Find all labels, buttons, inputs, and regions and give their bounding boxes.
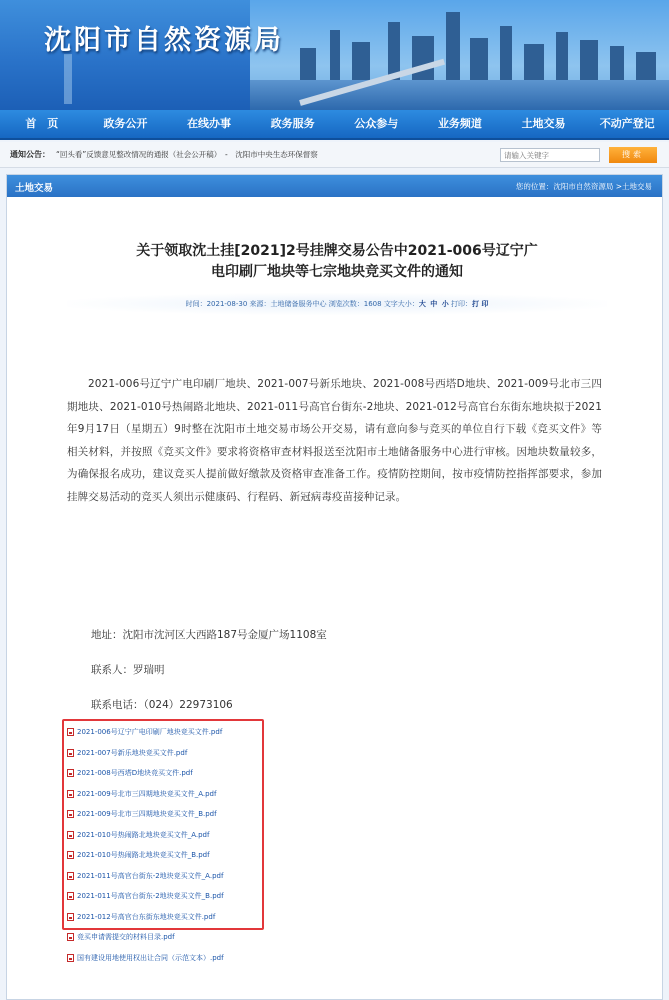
- attachment-link[interactable]: [67, 930, 175, 944]
- attachment-link[interactable]: [67, 787, 216, 801]
- contact-person: 联系人：罗瑞明: [91, 664, 165, 676]
- nav-item-gov-services[interactable]: 政务服务: [270, 117, 315, 130]
- notice-marquee-link[interactable]: “回头看”反馈意见整改情况的通报（社会公开稿） - 沈阳市中央生态环保督察: [56, 150, 318, 159]
- attachment-filename[interactable]: 2021-007号新乐地块竞买文件.pdf: [77, 748, 188, 757]
- pdf-icon: [67, 872, 74, 880]
- attachment-link[interactable]: [67, 807, 217, 821]
- skyline-building: [524, 44, 544, 82]
- meta-font-size-label: 文字大小：: [383, 300, 419, 308]
- attachment-filename[interactable]: 2021-011号高官台街东-2地块竞买文件_A.pdf: [77, 871, 224, 880]
- notice-bar: [0, 142, 669, 168]
- pdf-icon: [67, 933, 74, 941]
- font-size-medium-button[interactable]: 中: [430, 300, 438, 308]
- article-title-line: 电印刷厂地块等七宗地块竞买文件的通知: [211, 264, 463, 280]
- pdf-icon: [67, 954, 74, 962]
- skyline-building: [500, 26, 512, 82]
- attachment-filename[interactable]: 2021-010号热闹路北地块竞买文件_A.pdf: [77, 830, 210, 839]
- pdf-icon: [67, 892, 74, 900]
- attachment-filename[interactable]: 2021-010号热闹路北地块竞买文件_B.pdf: [77, 851, 210, 859]
- pdf-icon: [67, 851, 74, 859]
- attachment-link[interactable]: [67, 746, 187, 760]
- attachment-filename[interactable]: 2021-008号西塔D地块竞买文件.pdf: [77, 769, 193, 777]
- attachment-filename[interactable]: 2021-009号北市三四期地块竞买文件_B.pdf: [77, 810, 217, 818]
- attachment-filename[interactable]: 2021-006号辽宁广电印刷厂地块竞买文件.pdf: [77, 728, 223, 736]
- skyline-building: [446, 12, 460, 82]
- attachment-link[interactable]: [67, 951, 224, 965]
- pdf-icon: [67, 790, 74, 798]
- pdf-icon: [67, 913, 74, 921]
- nav-item-business-channel[interactable]: 业务频道: [437, 117, 482, 130]
- attachment-link[interactable]: [67, 725, 222, 739]
- attachment-link[interactable]: [67, 889, 224, 903]
- article-body: 2021-006号辽宁广电印刷厂地块、2021-007号新乐地块、2021-008号西塔D地块、2021-009号北市三四期地块、2021-010号热闹路北地块、2021-011号高官台街东-2地块、2021-012号高官台东街东地块拟于2021年9月17日（星期五）9时整在沈阳市土地交易市场公开交易，请有意向参与竞买的单位自行下载《竞买文件》等相关材料，并按照《竞买文件》要求将资格审查材料报送至沈阳市土地储备服务中心进行审核。因地块数量较多，为确保报名成功，建议竞买人提前做好缴款及资格审查准备工作。疫情防控期间，按市疫情防控指挥部要求，参加挂牌交易活动的竞买人须出示健康码、行程码、新冠病毒疫苗接种记录。: [67, 378, 602, 503]
- breadcrumb[interactable]: 您的位置：沈阳市自然资源局 >土地交易: [515, 182, 652, 191]
- skyline-building: [636, 52, 656, 82]
- content-panel: [6, 174, 663, 1000]
- site-title: 沈阳市自然资源局: [44, 25, 284, 56]
- skyline-building: [556, 32, 568, 82]
- contact-address: 地址：沈阳市沈河区大西路187号金厦广场1108室: [91, 629, 327, 641]
- contact-phone: 联系电话：（024）22973106: [91, 699, 233, 711]
- main-nav: [0, 110, 669, 140]
- article-title: [77, 241, 597, 283]
- attachment-filename[interactable]: 国有建设用地使用权出让合同（示范文本）.pdf: [77, 953, 224, 962]
- attachment-link[interactable]: [67, 869, 223, 883]
- attachment-filename[interactable]: 2021-011号高官台街东-2地块竞买文件_B.pdf: [77, 892, 224, 900]
- tv-tower-silhouette: [64, 54, 72, 104]
- attachment-link[interactable]: [67, 910, 215, 924]
- skyline-building: [352, 42, 370, 82]
- nav-item-gov-info[interactable]: 政务公开: [103, 117, 148, 130]
- print-button[interactable]: 打 印: [471, 300, 489, 308]
- skyline-building: [470, 38, 488, 82]
- attachment-filename[interactable]: 2021-012号高官台东街东地块竞买文件.pdf: [77, 912, 216, 921]
- article-title-line: 关于领取沈土挂[2021]2号挂牌交易公告中2021-006号辽宁广: [136, 243, 538, 259]
- attachment-link[interactable]: [67, 766, 193, 780]
- attachment-filename[interactable]: 2021-009号北市三四期地块竞买文件_A.pdf: [77, 789, 217, 798]
- meta-source: 来源：土地储备服务中心: [249, 300, 327, 308]
- nav-item-home[interactable]: 首 页: [25, 117, 59, 130]
- attachment-filename[interactable]: 竞买申请需提交的材料目录.pdf: [77, 933, 175, 941]
- nav-item-land-trading[interactable]: 土地交易: [521, 117, 566, 130]
- attachment-link[interactable]: [67, 848, 210, 862]
- font-size-small-button[interactable]: 小: [441, 300, 449, 308]
- skyline-building: [300, 48, 316, 82]
- section-header: [7, 175, 662, 197]
- nav-item-public-participation[interactable]: 公众参与: [354, 117, 399, 130]
- pdf-icon: [67, 831, 74, 839]
- meta-time: 时间：2021-08-30: [185, 300, 248, 308]
- section-title: 土地交易: [15, 183, 54, 194]
- nav-item-online-services[interactable]: 在线办事: [187, 117, 232, 130]
- skyline-building: [610, 46, 624, 82]
- notice-label: 通知公告：: [10, 150, 50, 159]
- article-meta: [67, 293, 607, 315]
- pdf-icon: [67, 810, 74, 818]
- attachment-link[interactable]: [67, 828, 209, 842]
- skyline-building: [412, 36, 434, 82]
- meta-print-label: 打印：: [450, 300, 472, 308]
- pdf-icon: [67, 749, 74, 757]
- site-banner: [0, 0, 669, 110]
- skyline-building: [330, 30, 340, 82]
- font-size-large-button[interactable]: 大: [418, 300, 426, 308]
- search-input[interactable]: [500, 148, 600, 162]
- search-button[interactable]: 搜索: [609, 147, 657, 163]
- pdf-icon: [67, 769, 74, 777]
- meta-views: 浏览次数：1608: [328, 300, 382, 308]
- nav-item-real-estate-registration[interactable]: 不动产登记: [599, 117, 655, 130]
- pdf-icon: [67, 728, 74, 736]
- skyline-building: [580, 40, 598, 82]
